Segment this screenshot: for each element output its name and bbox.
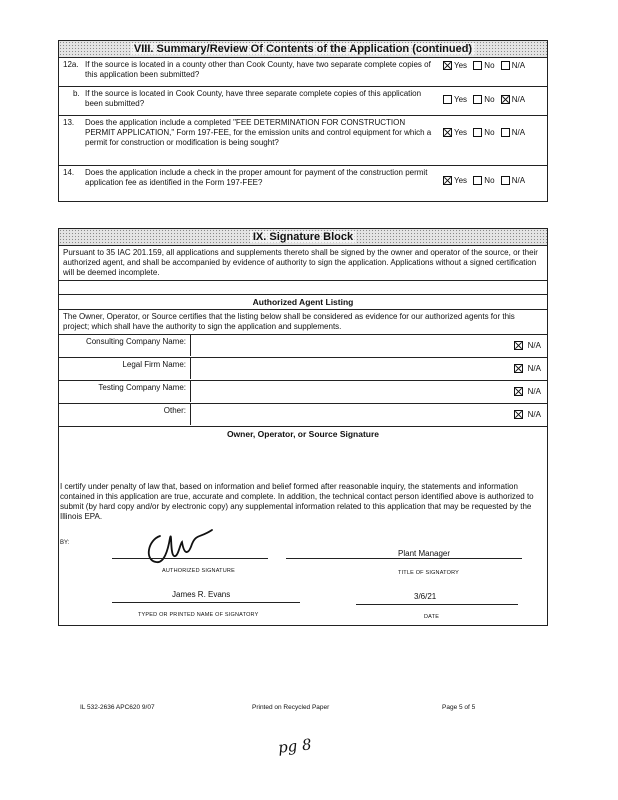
certification-text: I certify under penalty of law that, based on information and belief formed after reasonable inquiry, the statements and information contained in this application are true, accurate and complete. In addition, the technical contact person identified above is authorized to submit (by hard copy and/or by electronic copy) any supplemental information related to this application that may be requested by the Illinois EPA. <box>60 482 534 521</box>
question-text: Does the application include a completed "FEE DETERMINATION FOR CONSTRUCTION PERMIT APPLICATION," Form 197-FEE, for the emission units and control equipment for which a permit for construction or modification is being sought? <box>85 118 432 147</box>
yes-checkbox[interactable] <box>443 176 452 185</box>
answer-options: Yes No N/A <box>443 61 529 71</box>
testing-company-label: Testing Company Name: <box>59 381 191 402</box>
na-checkbox[interactable] <box>514 364 523 373</box>
consulting-company-row: Consulting Company Name: N/A <box>59 335 547 358</box>
na-checkbox[interactable] <box>501 176 510 185</box>
answer-options: Yes No N/A <box>443 95 529 105</box>
signature-scribble <box>140 524 220 570</box>
question-12a <box>59 58 547 87</box>
question-text: If the source is located in a county other than Cook County, have two separate complete copies of this application been submitted? <box>85 60 431 79</box>
printed-name-value: James R. Evans <box>172 590 231 599</box>
agent-listing-intro: The Owner, Operator, or Source certifies that the listing below shall be considered as evidence for our authorized agents for this project; which shall have the authority to sign the application and supplements. <box>59 310 547 335</box>
na-checkbox[interactable] <box>514 410 523 419</box>
legal-firm-label: Legal Firm Name: <box>59 358 191 379</box>
na-checkbox[interactable] <box>514 341 523 350</box>
question-14 <box>59 166 547 202</box>
no-checkbox[interactable] <box>473 95 482 104</box>
testing-company-row: Testing Company Name: N/A <box>59 381 547 404</box>
no-checkbox[interactable] <box>473 61 482 70</box>
question-number: 14. <box>63 168 75 177</box>
na-checkbox[interactable] <box>501 128 510 137</box>
page-number: Page 5 of 5 <box>442 704 476 711</box>
na-checkbox[interactable] <box>514 387 523 396</box>
printed-name-caption: TYPED OR PRINTED NAME OF SIGNATORY <box>138 612 259 618</box>
title-value: Plant Manager <box>398 549 451 558</box>
section-viii-header: VIII. Summary/Review Of Contents of the Application (continued) <box>59 41 547 58</box>
answer-options: Yes No N/A <box>443 128 529 138</box>
authorized-signature-line <box>112 558 268 559</box>
legal-firm-row: Legal Firm Name: N/A <box>59 358 547 381</box>
form-id: IL 532-2636 APC620 9/07 <box>80 704 155 711</box>
na-checkbox[interactable] <box>501 95 510 104</box>
signature-intro: Pursuant to 35 IAC 201.159, all applications and supplements thereto shall be signed by the owner and operator of the source, or their authorized agent, and shall be accompanied by evidence of authority to sign the application. Applications without a signed certification will be deemed incomplete. <box>59 246 547 281</box>
yes-checkbox[interactable] <box>443 95 452 104</box>
agent-listing-heading: Authorized Agent Listing <box>59 295 547 310</box>
yes-checkbox[interactable] <box>443 61 452 70</box>
other-label: Other: <box>59 404 191 425</box>
section-ix-header: IX. Signature Block <box>59 229 547 246</box>
no-checkbox[interactable] <box>473 176 482 185</box>
question-12b <box>59 87 547 116</box>
date-caption: DATE <box>424 614 440 620</box>
title-caption: TITLE OF SIGNATORY <box>398 570 460 576</box>
answer-options: Yes No N/A <box>443 176 529 186</box>
handwritten-page-note: pg 8 <box>277 735 313 757</box>
other-row: Other: N/A <box>59 404 547 427</box>
question-text: Does the application include a check in the proper amount for payment of the construction permit application fee as identified in the Form 197-FEE? <box>85 168 428 187</box>
title-line <box>286 558 522 559</box>
date-line <box>356 604 518 605</box>
question-13 <box>59 116 547 166</box>
question-number: 13. <box>63 118 75 127</box>
question-number: b. <box>73 89 80 98</box>
question-number: 12a. <box>63 60 79 69</box>
printed-name-line <box>112 602 300 603</box>
yes-checkbox[interactable] <box>443 128 452 137</box>
consulting-company-label: Consulting Company Name: <box>59 335 191 356</box>
authorized-signature-caption: AUTHORIZED SIGNATURE <box>162 568 235 574</box>
blank-row <box>59 281 547 295</box>
owner-signature-heading: Owner, Operator, or Source Signature <box>226 429 380 439</box>
by-label: BY: <box>60 540 70 546</box>
question-text: If the source is located in Cook County, have three separate complete copies of this application been submitted? <box>85 89 422 108</box>
date-value: 3/6/21 <box>414 592 437 601</box>
na-checkbox[interactable] <box>501 61 510 70</box>
section-viii <box>58 40 548 202</box>
no-checkbox[interactable] <box>473 128 482 137</box>
printed-note: Printed on Recycled Paper <box>252 704 330 711</box>
section-ix <box>58 228 548 626</box>
